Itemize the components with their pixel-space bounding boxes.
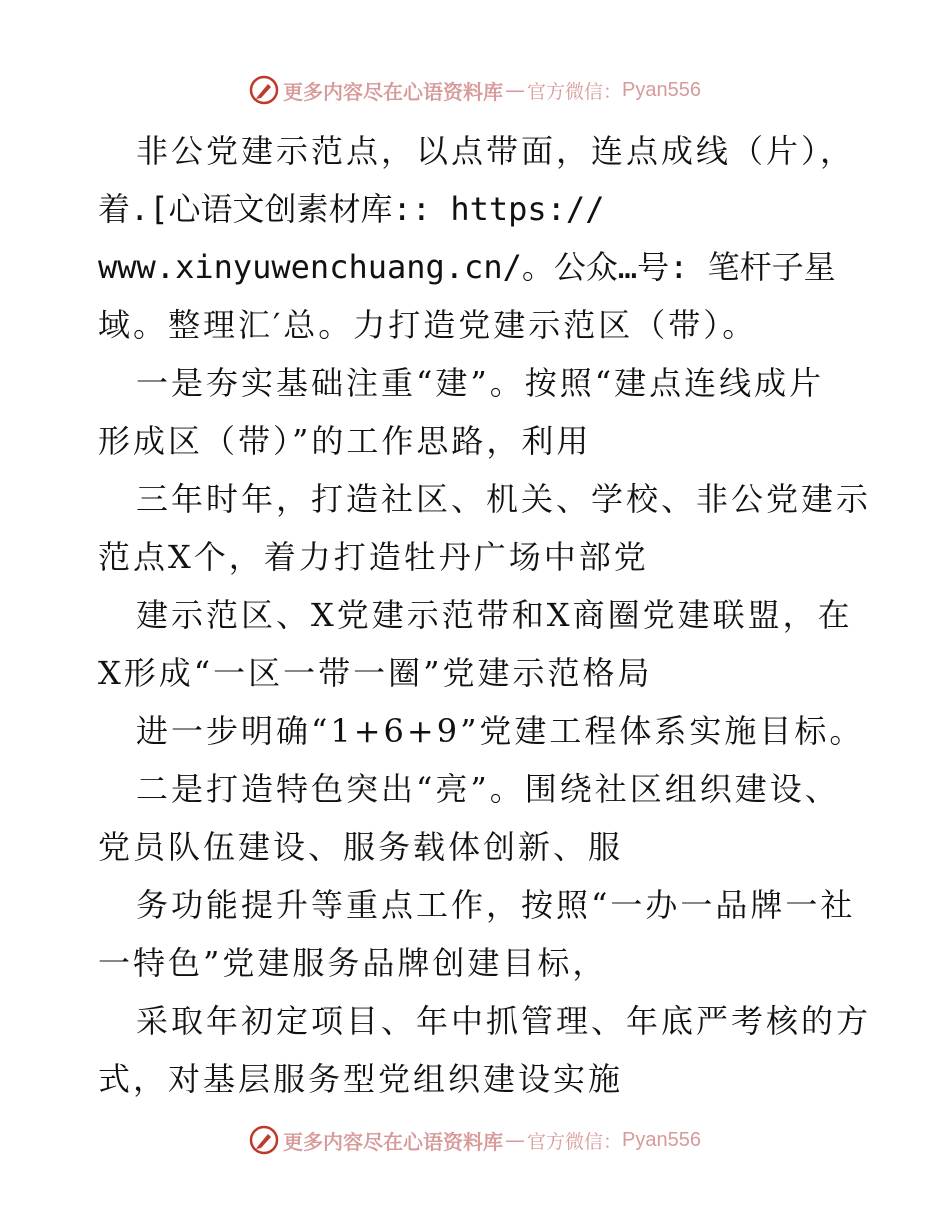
body-line: 着.[心语文创素材库:: https:// [98,190,605,228]
body-line: 非公党建示范点，以点带面，连点成线（片）， [136,132,856,170]
body-line: 进一步明确“1+6+9”党建工程体系实施目标。 [136,712,865,750]
body-line: 式，对基层服务型党组织建设实施 [98,1060,624,1098]
header-banner-wechat-label: 官方微信： [527,80,623,103]
footer-banner-title: 更多内容尽在心语资料库 [283,1129,503,1154]
pen-logo-icon [249,75,279,105]
body-line: 一特色”党建服务品牌创建目标， [98,944,608,982]
footer-watermark-banner [0,1120,950,1160]
body-line: 形成区（带）”的工作思路，利用 [98,422,592,460]
header-banner-title: 更多内容尽在心语资料库 [283,79,503,104]
body-line: 域。整理汇′总。力打造党建示范区（带）。 [98,306,758,344]
pen-logo-icon [249,1125,279,1155]
body-line: 三年时年，打造社区、机关、学校、非公党建示 [136,480,872,518]
document-body [98,122,872,1108]
body-line: 党员队伍建设、服务载体创新、服 [98,828,624,866]
footer-banner-separator: — [505,1128,525,1152]
body-line: 二是打造特色突出“亮”。围绕社区组织建设、 [136,770,840,808]
body-line: 采取年初定项目、年中抓管理、年底严考核的方 [136,1002,872,1040]
header-watermark-banner [0,70,950,110]
body-line: 范点X个，着力打造牡丹广场中部党 [98,538,649,576]
body-line: 一是夯实基础注重“建”。按照“建点连线成片 [136,364,825,402]
footer-banner-wechat-id: Pyan556 [622,1128,701,1151]
body-line: www.xinyuwenchuang.cn/。公众…号: 笔杆子星 [98,248,836,286]
header-banner-wechat-id: Pyan556 [622,78,701,101]
header-banner-separator: — [505,78,525,102]
body-line: X形成“一区一带一圈”党建示范格局 [98,654,653,692]
footer-banner-wechat-label: 官方微信： [527,1130,623,1153]
body-line: 务功能提升等重点工作，按照“一办一品牌一社 [136,886,856,924]
body-line: 建示范区、X党建示范带和X商圈党建联盟，在 [136,596,853,634]
